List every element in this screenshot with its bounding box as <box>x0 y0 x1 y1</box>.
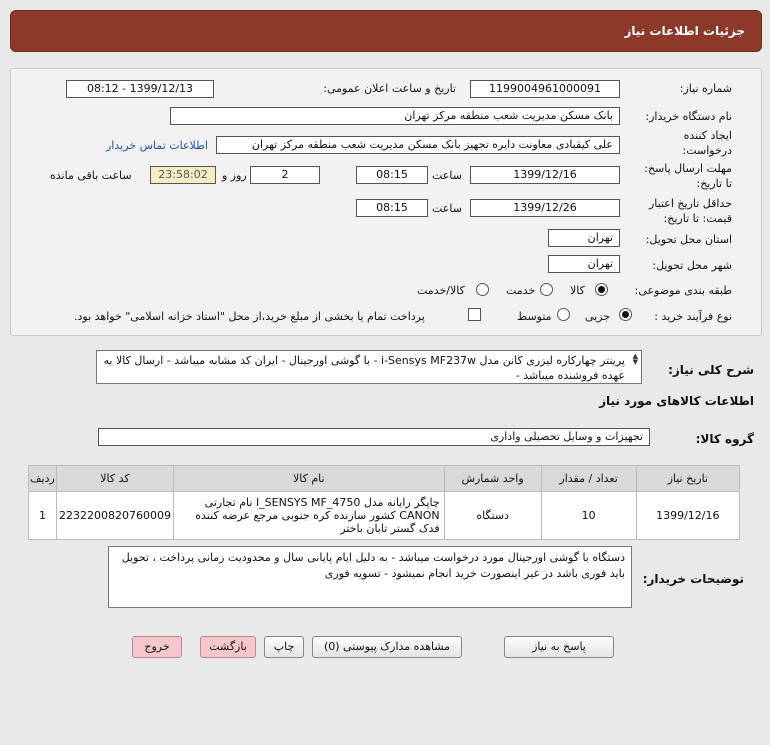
back-button[interactable]: بازگشت <box>200 636 256 658</box>
treasury-checkbox[interactable] <box>468 308 481 321</box>
remaining-label: ساعت باقی مانده <box>50 169 132 182</box>
notes-text: دستگاه با گوشی اورجینال مورد درخواست میباشد - به دلیل ایام پایانی سال و محدودیت زمانی پرداخت ، تحویل باید فوری باشد در غیر اینصورت خرید انجام نمیشود - تسویه فوری <box>121 551 625 580</box>
contact-buyer-link[interactable]: اطلاعات تماس خریدار <box>106 139 208 152</box>
need-number-field: 1199004961000091 <box>470 80 620 98</box>
category-radio-goods-service[interactable] <box>476 283 489 296</box>
announce-label: تاریخ و ساعت اعلان عمومی: <box>323 82 456 95</box>
treasury-note: پرداخت تمام یا بخشی از مبلغ خرید،از محل "اسناد خزانه اسلامی" خواهد بود. <box>74 310 425 323</box>
remaining-time-field: 23:58:02 <box>150 166 216 184</box>
cell-qty: 10 <box>541 492 636 540</box>
reply-button[interactable]: پاسخ به نیاز <box>504 636 614 658</box>
col-index: ردیف <box>29 466 57 492</box>
col-name: نام کالا <box>173 466 444 492</box>
cell-unit: دستگاه <box>444 492 541 540</box>
announce-field: 1399/12/13 - 08:12 <box>66 80 214 98</box>
category-option-goods-service: کالا/خدمت <box>417 284 465 297</box>
page-header <box>10 10 762 52</box>
col-qty: تعداد / مقدار <box>541 466 636 492</box>
notes-box <box>108 546 632 608</box>
print-button[interactable]: چاپ <box>264 636 304 658</box>
process-label: نوع فرآیند خرید : <box>654 310 732 323</box>
need-number-label: شماره نیاز: <box>679 82 732 95</box>
deadline-label-1: مهلت ارسال پاسخ: <box>644 162 732 175</box>
cell-name: چاپگر رایانه مدل I_SENSYS MF_4750 نام تجارتی CANON کشور سازنده کره جنوبی مرجع عرضه کننده فدک گستر تابان باختر <box>173 492 444 540</box>
process-radio-minor[interactable] <box>619 308 632 321</box>
goods-section-title: اطلاعات کالاهای مورد نیاز <box>599 394 754 408</box>
category-option-service: خدمت <box>506 284 536 297</box>
category-option-goods: کالا <box>570 284 585 297</box>
province-label: استان محل تحویل: <box>645 233 732 246</box>
notes-label: توضیحات خریدار: <box>642 572 744 586</box>
days-label: روز و <box>222 169 247 182</box>
cell-code: 2232200820760009 <box>56 492 173 540</box>
province-field: تهران <box>548 229 620 247</box>
col-code: کد کالا <box>56 466 173 492</box>
col-date: تاریخ نیاز <box>636 466 739 492</box>
days-field: 2 <box>250 166 320 184</box>
category-label: طبقه بندی موضوعی: <box>634 284 732 297</box>
city-field: تهران <box>548 255 620 273</box>
creator-label-1: ایجاد کننده <box>683 129 732 142</box>
description-box[interactable] <box>96 350 642 384</box>
goods-group-field: تجهیزات و وسایل تحصیلی واداری <box>98 428 650 446</box>
deadline-date-field: 1399/12/16 <box>470 166 620 184</box>
buyer-org-label: نام دستگاه خریدار: <box>645 110 732 123</box>
deadline-label-2: تا تاریخ: <box>696 177 732 190</box>
city-label: شهر محل تحویل: <box>652 259 732 272</box>
validity-date-field: 1399/12/26 <box>470 199 620 217</box>
validity-label-1: حداقل تاریخ اعتبار <box>648 197 732 210</box>
validity-label-2: قیمت: تا تاریخ: <box>663 212 732 225</box>
validity-time-field: 08:15 <box>356 199 428 217</box>
col-unit: واحد شمارش <box>444 466 541 492</box>
goods-group-label: گروه کالا: <box>695 432 754 446</box>
description-text: پرینتر چهارکاره لیزری کانن مدل i-Sensys MF237w - با گوشی اورجینال - ایران کد مشابه میباشد - ارسال کالا به عهده فروشنده میباشد - <box>103 354 625 382</box>
creator-label-2: درخواست: <box>682 144 732 157</box>
buyer-org-field: بانک مسکن مدیریت شعب منطقه مرکز تهران <box>170 107 620 125</box>
deadline-time-field: 08:15 <box>356 166 428 184</box>
scroll-arrows-icon[interactable]: ▲ ▼ <box>632 352 638 366</box>
deadline-time-label: ساعت <box>432 169 462 182</box>
table-row <box>29 492 740 540</box>
validity-time-label: ساعت <box>432 202 462 215</box>
table-header-row <box>29 466 740 492</box>
description-label: شرح کلی نیاز: <box>668 363 754 377</box>
cell-index: 1 <box>29 492 57 540</box>
category-radio-goods[interactable] <box>595 283 608 296</box>
goods-table <box>28 465 740 540</box>
exit-button[interactable]: خروج <box>132 636 182 658</box>
process-radio-medium[interactable] <box>557 308 570 321</box>
page-title: جزئیات اطلاعات نیاز <box>624 24 745 38</box>
attachments-button[interactable]: مشاهده مدارک پیوستی (0) <box>312 636 462 658</box>
process-option-medium: متوسط <box>517 310 552 323</box>
cell-date: 1399/12/16 <box>636 492 739 540</box>
creator-field: علی کیقبادی معاونت دایره تجهیز بانک مسکن مدیریت شعب منطقه مرکز تهران <box>216 136 620 154</box>
category-radio-service[interactable] <box>540 283 553 296</box>
process-option-minor: جزیی <box>585 310 611 323</box>
